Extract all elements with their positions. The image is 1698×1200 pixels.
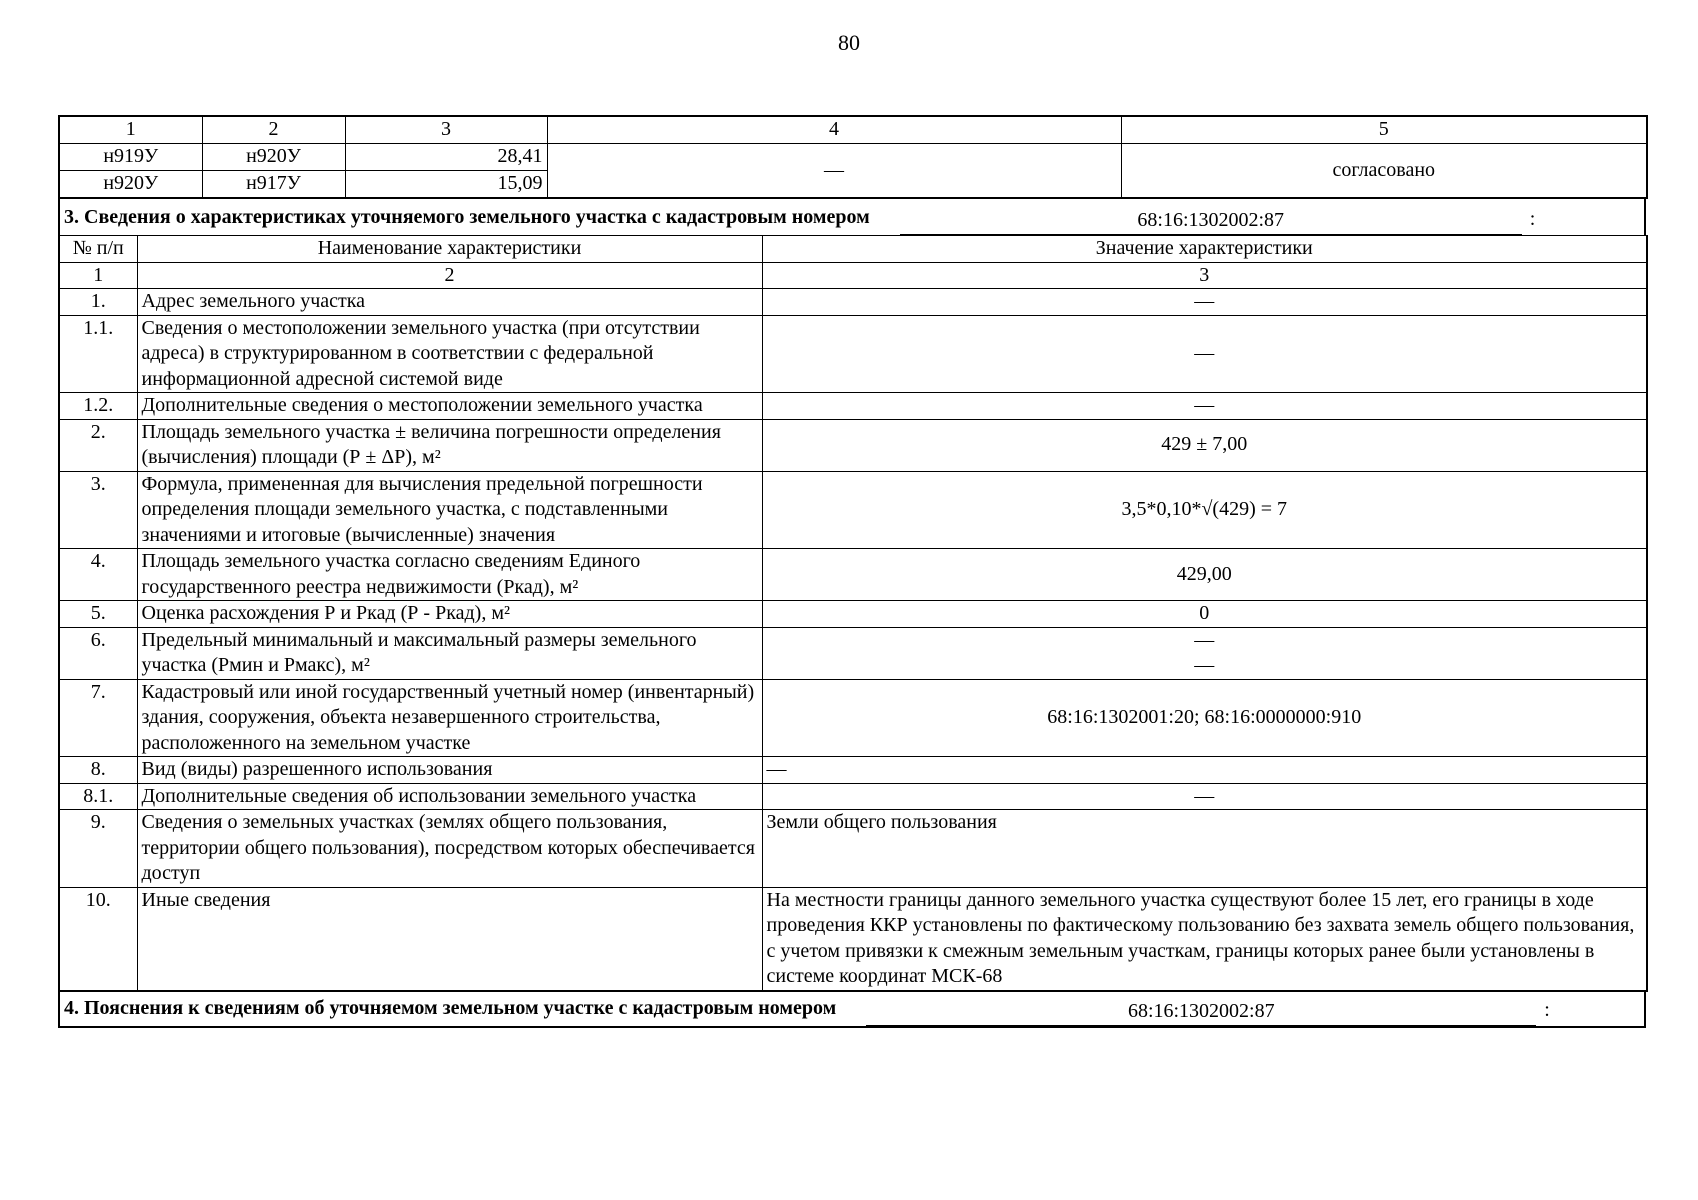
document-body [58,115,1646,1028]
characteristics-table [58,235,1648,992]
header-cell: 3 [762,262,1647,289]
table-row [59,419,1647,471]
row-number: 2. [59,419,137,471]
characteristic-value: — [762,289,1647,316]
table-row [59,471,1647,549]
characteristic-value: — [762,757,1647,784]
table-row [59,627,1647,679]
page-number: 80 [838,30,860,55]
row-number: 1. [59,289,137,316]
header-cell: № п/п [59,236,137,263]
table-row [59,783,1647,810]
table-row [59,887,1647,991]
characteristic-name: Сведения о местоположении земельного участка (при отсутствии адреса) в структурированном в соответствии с федеральной информационной адресной системой виде [137,315,762,393]
point-from: н920У [59,171,202,199]
max-size-value: — [1194,654,1215,676]
distance: 28,41 [345,144,547,171]
section4-colon: : [1544,998,1550,1021]
table-row [59,144,1647,171]
row-number: 7. [59,679,137,757]
characteristics-header [59,236,1647,263]
table-row [59,679,1647,757]
header-cell: 2 [137,262,762,289]
point-to: н917У [202,171,345,199]
row-number: 1.1. [59,315,137,393]
table-row [59,393,1647,420]
characteristic-name: Дополнительные сведения о местоположении земельного участка [137,393,762,420]
characteristic-value: 68:16:1302001:20; 68:16:0000000:910 [762,679,1647,757]
header-cell: Наименование характеристики [137,236,762,263]
characteristic-value: 0 [762,601,1647,628]
characteristic-name: Площадь земельного участка ± величина погрешности определения (вычисления) площади (Р ± ΔР), м² [137,419,762,471]
table-row [59,757,1647,784]
characteristic-value [762,627,1647,679]
boundary-table-header [59,116,1647,144]
characteristic-name: Площадь земельного участка согласно сведениям Единого государственного реестра недвижимости (Ркад), м² [137,549,762,601]
row-number: 10. [59,887,137,991]
section3-colon: : [1529,208,1536,230]
row-number: 4. [59,549,137,601]
section4-cadastral-number: 68:16:1302002:87 [866,1000,1536,1026]
header-cell: 5 [1121,116,1647,144]
characteristic-value: На местности границы данного земельного участка существуют более 15 лет, его границы в ходе проведения ККР установлены по фактическому пользованию без захвата земель общего пользования, с учетом привязки к смежным земельным участкам, границы которых ранее были установлены в системе координат МСК-68 [762,887,1647,991]
row-number: 1.2. [59,393,137,420]
characteristic-name: Формула, примененная для вычисления предельной погрешности определения площади земельного участка, с подставленными значениями и итоговые (вычисленные) значения [137,471,762,549]
row-number: 5. [59,601,137,628]
header-cell: 2 [202,116,345,144]
characteristic-name: Иные сведения [137,887,762,991]
characteristic-value: — [762,393,1647,420]
characteristic-name: Кадастровый или иной государственный учетный номер (инвентарный) здания, сооружения, объекта незавершенного строительства, расположенного на земельном участке [137,679,762,757]
header-cell: 4 [547,116,1121,144]
table-row [59,601,1647,628]
distance: 15,09 [345,171,547,199]
section3-heading [58,199,1646,235]
characteristic-value: — [762,315,1647,393]
characteristic-name: Сведения о земельных участках (землях общего пользования, территории общего пользования), посредством которых обеспечивается доступ [137,810,762,888]
characteristic-value: Земли общего пользования [762,810,1647,888]
table-row [59,289,1647,316]
table-row [59,549,1647,601]
header-cell: Значение характеристики [762,236,1647,263]
section4-title: 4. Пояснения к сведениям об уточняемом земельном участке с кадастровым номером [64,996,837,1019]
row-number: 6. [59,627,137,679]
row-number: 9. [59,810,137,888]
characteristic-value: 429 ± 7,00 [762,419,1647,471]
min-size-value: — [1194,628,1215,651]
characteristic-value: 3,5*0,10*√(429) = 7 [762,471,1647,549]
characteristic-value: — [762,783,1647,810]
characteristic-name: Вид (виды) разрешенного использования [137,757,762,784]
header-cell: 3 [345,116,547,144]
row-number: 3. [59,471,137,549]
point-from: н919У [59,144,202,171]
row-number: 8.1. [59,783,137,810]
section3-title: 3. Сведения о характеристиках уточняемого земельного участка с кадастровым номером [64,206,870,228]
characteristic-value: 429,00 [762,549,1647,601]
column-numbering [59,262,1647,289]
characteristic-name: Оценка расхождения Р и Ркад (Р - Ркад), м² [137,601,762,628]
table-row [59,315,1647,393]
header-cell: 1 [59,116,202,144]
characteristic-name: Предельный минимальный и максимальный размеры земельного участка (Рмин и Рмакс), м² [137,627,762,679]
characteristic-name: Дополнительные сведения об использовании земельного участка [137,783,762,810]
section4-heading [58,992,1646,1028]
characteristic-name: Адрес земельного участка [137,289,762,316]
boundary-table [58,115,1648,199]
section3-cadastral-number: 68:16:1302002:87 [900,209,1522,235]
row-number: 8. [59,757,137,784]
point-to: н920У [202,144,345,171]
merged-col4: — [547,144,1121,199]
header-cell: 1 [59,262,137,289]
table-row [59,810,1647,888]
approval-status: согласовано [1121,144,1647,199]
